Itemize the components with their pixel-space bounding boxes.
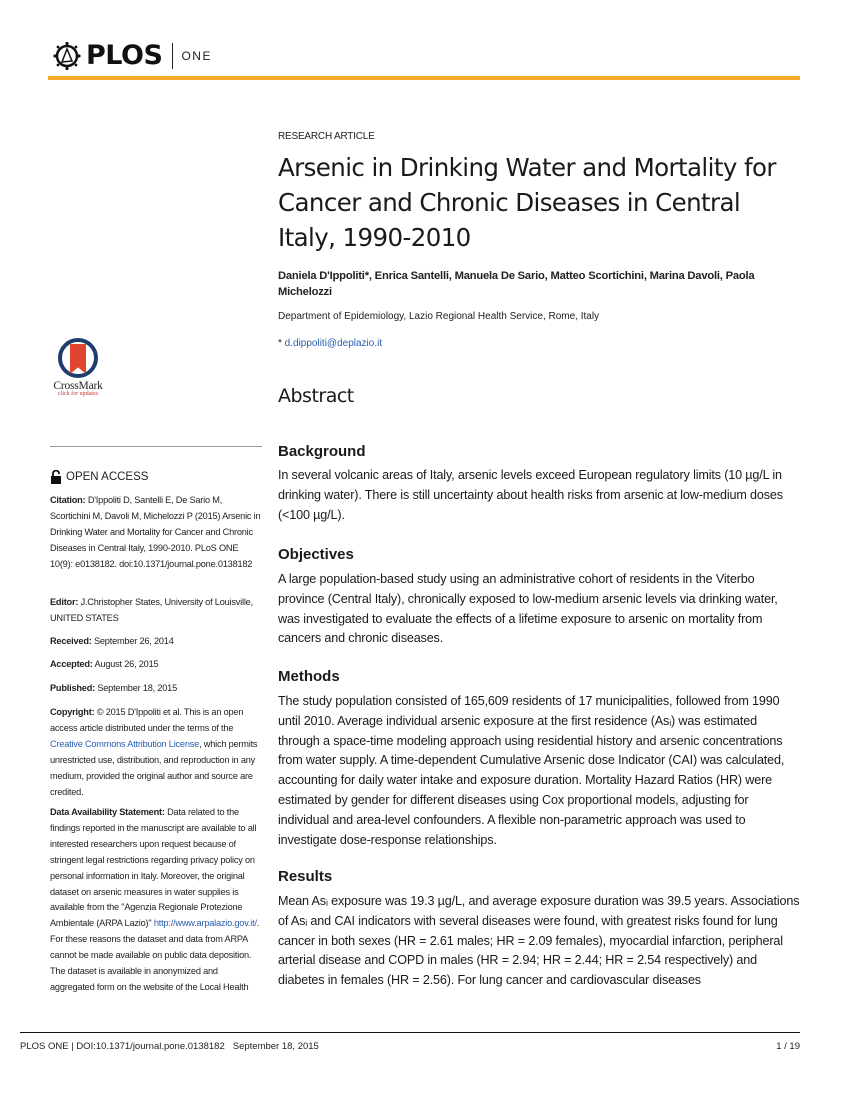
plos-globe-icon (52, 41, 82, 71)
footer-citation (20, 1041, 319, 1052)
data-availability-label: Data Availability Statement: (50, 807, 165, 817)
affiliation: Department of Epidemiology, Lazio Regional Health Service, Rome, Italy (278, 311, 600, 322)
logo-journal-name: ONE (181, 48, 212, 63)
published-block (50, 681, 262, 697)
section-heading-objectives: Objectives (278, 546, 354, 563)
section-heading-background: Background (278, 443, 366, 460)
author-email-link[interactable]: d.dippoliti@deplazio.it (284, 338, 383, 349)
crossmark-sublabel: click for updates (58, 391, 98, 397)
editor-block (50, 595, 262, 627)
corresponding-asterisk: * (364, 270, 369, 282)
editor-text: J.Christopher States, University of Louisville, UNITED STATES (50, 597, 253, 623)
accent-bar (48, 76, 800, 80)
cc-license-link[interactable]: Creative Commons Attribution License (50, 738, 200, 749)
crossmark-label: CrossMark (53, 380, 103, 392)
footer-date: September 18, 2015 (232, 1041, 319, 1052)
published-label: Published: (50, 683, 95, 693)
section-heading-methods: Methods (278, 668, 340, 685)
footer-journal-doi: PLOS ONE | DOI:10.1371/journal.pone.0138182 (20, 1041, 225, 1052)
email-asterisk: * (278, 338, 285, 349)
section-text-methods: The study population consisted of 165,609 residents of 17 municipalities, followed from 1990 until 2010. Average individual arsenic exposure at the first residence (Asᵢ) was estimated through a space-time modeling approach using residential history and arsenic concentrations from water supply. A time-dependent Cumulative Arsenic dose Indicator (CAI) was calculated, accounting for daily water intake and exposure duration. Mortality Hazard Ratios (HR) were estimated by gender for different diseases using Cox proportional models, adjusting for individual and area-level confounders. A flexible non-parametric approach was used to investigate dose-response relationships. (278, 694, 785, 847)
open-access-badge (50, 470, 148, 484)
co-authors: , Enrica Santelli, Manuela De Sario, Matteo Scortichini, Marina Davoli, Paola Michelozzi (278, 270, 755, 298)
published-date: September 18, 2015 (97, 683, 177, 693)
editor-label: Editor: (50, 597, 79, 607)
accepted-block (50, 657, 262, 673)
corresponding-author: Daniela D'Ippoliti (278, 270, 365, 282)
article-type: RESEARCH ARTICLE (278, 131, 375, 142)
data-availability-block (50, 805, 262, 996)
abstract-heading: Abstract (278, 385, 354, 407)
data-availability-text: Data related to the findings reported in the manuscript are available to all interested researchers upon request because of stringent legal restrictions regarding privacy policy on personal information in Italy. Moreover, the original dataset on arsenic measures in water supplies is available from the "Agenzia Regionale Protezione Ambientale (ARPA Lazio)" (50, 807, 257, 929)
article-title: Arsenic in Drinking Water and Mortality for Cancer and Chronic Diseases in Central Italy, 1990-2010 (278, 153, 776, 252)
logo-wordmark: PLOS (86, 40, 163, 71)
copyright-text: © 2015 D'Ippoliti et al. This is an open access article distributed under the terms of the (50, 707, 244, 733)
journal-header (48, 36, 800, 86)
crossmark-badge[interactable] (50, 338, 106, 397)
received-date: September 26, 2014 (93, 636, 174, 646)
open-lock-icon (50, 470, 62, 484)
plos-one-logo[interactable] (52, 40, 212, 71)
footer-divider (20, 1032, 800, 1033)
section-text-results: Mean Asᵢ exposure was 19.3 µg/L, and average exposure duration was 39.5 years. Associations of Asᵢ and CAI indicators with several diseases were found, with greatest risks found for lung cancer in both sexes (HR = 2.61 males; HR = 2.09 females), myocardial infarction, peripheral arterial disease and COPD in males (HR = 2.94; HR = 2.44; HR = 2.54 respectively) and diabetes in females (HR = 2.56). For lung cancer and cardiovascular diseases (278, 894, 800, 988)
received-label: Received: (50, 636, 92, 646)
section-text-background: In several volcanic areas of Italy, arsenic levels exceed European regulatory limits (10 µg/L in drinking water). There is still uncertainty about health risks from arsenic at low-medium doses (<100 µg/L). (278, 468, 783, 522)
citation-block (50, 493, 262, 573)
citation-label: Citation: (50, 495, 86, 505)
copyright-block (50, 705, 262, 800)
page-number: 1 / 19 (776, 1041, 800, 1052)
section-heading-results: Results (278, 868, 333, 885)
crossmark-icon (58, 338, 98, 378)
citation-text: D'Ippoliti D, Santelli E, De Sario M, Scortichini M, Davoli M, Michelozzi P (2015) Arsenic in Drinking Water and Mortality for Cancer and Chronic Diseases in Central Italy, 1990-2010. PLoS ONE 10(9): e0138182. doi:10.1371/journal.pone.0138182 (50, 495, 261, 569)
correspondence (278, 338, 382, 349)
copyright-label: Copyright: (50, 707, 95, 717)
arpa-lazio-link[interactable]: http://www.arpalazio.gov.it/ (153, 918, 257, 929)
sidebar-divider (50, 446, 262, 447)
data-availability-text-after: . For these reasons the dataset and data from ARPA cannot be made available on public data deposition. The dataset is available in anonymized and aggregated form on the website of the Local Health (50, 918, 260, 992)
accepted-label: Accepted: (50, 659, 93, 669)
section-text-objectives: A large population-based study using an administrative cohort of residents in the Viterbo province (Central Italy), chronically exposed to low-medium arsenic levels via drinking water, was investigated to evaluate the effects of a lifetime exposure to arsenic on mortality from cancers and chronic diseases. (278, 572, 778, 646)
accepted-date: August 26, 2015 (94, 659, 159, 669)
logo-divider (172, 43, 173, 69)
copyright-text-after: , which permits unrestricted use, distribution, and reproduction in any medium, provided the original author and source are credited. (50, 738, 258, 797)
author-list (278, 268, 800, 300)
open-access-label: OPEN ACCESS (66, 471, 149, 483)
received-block (50, 634, 262, 650)
